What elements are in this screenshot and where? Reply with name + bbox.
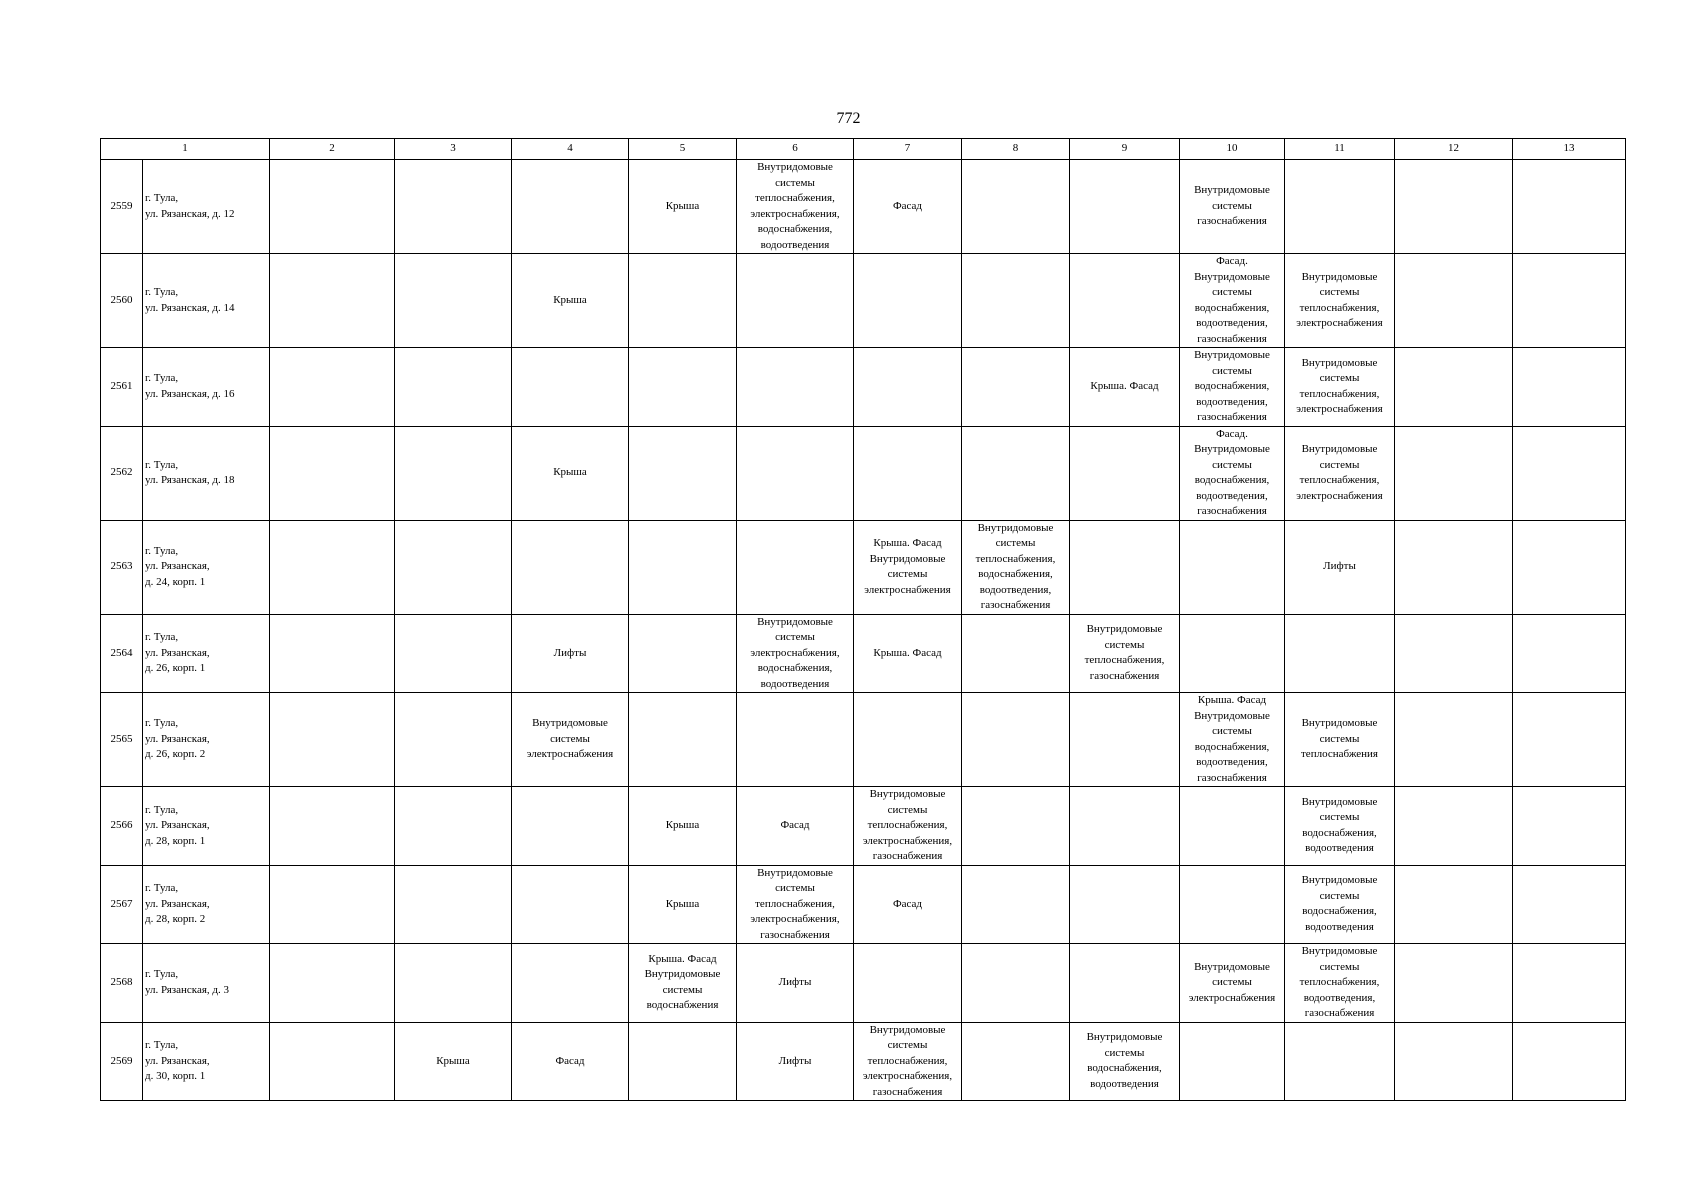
- cell-col-13: [1513, 348, 1626, 427]
- cell-col-2: [270, 520, 395, 614]
- row-number: 2567: [101, 865, 143, 944]
- cell-col-8: Внутридомовые системы теплоснабжения, водоснабжения, водоотведения, газоснабжения: [962, 520, 1070, 614]
- cell-col-11: Внутридомовые системы теплоснабжения, водоотведения, газоснабжения: [1285, 944, 1395, 1023]
- cell-col-7: Фасад: [854, 865, 962, 944]
- cell-col-12: [1395, 160, 1513, 254]
- cell-col-4: [512, 865, 629, 944]
- cell-col-6: [737, 426, 854, 520]
- column-header-11: 11: [1285, 139, 1395, 160]
- cell-col-8: [962, 348, 1070, 427]
- cell-col-6: Лифты: [737, 1022, 854, 1101]
- column-header-3: 3: [395, 139, 512, 160]
- address-cell: г. Тула, ул. Рязанская, д. 16: [143, 348, 270, 427]
- cell-col-4: [512, 160, 629, 254]
- cell-col-11: [1285, 160, 1395, 254]
- cell-col-4: Лифты: [512, 614, 629, 693]
- column-header-1: 1: [101, 139, 270, 160]
- cell-col-6: [737, 254, 854, 348]
- cell-col-10: [1180, 787, 1285, 866]
- cell-col-12: [1395, 787, 1513, 866]
- cell-col-6: [737, 520, 854, 614]
- cell-col-13: [1513, 693, 1626, 787]
- cell-col-8: [962, 254, 1070, 348]
- cell-col-3: [395, 944, 512, 1023]
- cell-col-9: Внутридомовые системы водоснабжения, водоотведения: [1070, 1022, 1180, 1101]
- cell-col-13: [1513, 1022, 1626, 1101]
- cell-col-10: [1180, 1022, 1285, 1101]
- cell-col-13: [1513, 787, 1626, 866]
- cell-col-3: [395, 426, 512, 520]
- cell-col-8: [962, 160, 1070, 254]
- page-number: 772: [836, 110, 861, 127]
- column-header-10: 10: [1180, 139, 1285, 160]
- header-row: [101, 139, 1626, 160]
- cell-col-5: [629, 1022, 737, 1101]
- cell-col-8: [962, 426, 1070, 520]
- cell-col-2: [270, 254, 395, 348]
- cell-col-6: Внутридомовые системы теплоснабжения, электроснабжения, водоснабжения, водоотведения: [737, 160, 854, 254]
- cell-col-11: [1285, 1022, 1395, 1101]
- row-number: 2569: [101, 1022, 143, 1101]
- column-header-8: 8: [962, 139, 1070, 160]
- cell-col-8: [962, 614, 1070, 693]
- cell-col-7: Фасад: [854, 160, 962, 254]
- cell-col-6: Внутридомовые системы теплоснабжения, электроснабжения, газоснабжения: [737, 865, 854, 944]
- row-number: 2565: [101, 693, 143, 787]
- cell-col-3: [395, 865, 512, 944]
- column-header-9: 9: [1070, 139, 1180, 160]
- cell-col-6: [737, 348, 854, 427]
- address-cell: г. Тула, ул. Рязанская, д. 24, корп. 1: [143, 520, 270, 614]
- cell-col-2: [270, 944, 395, 1023]
- table-row: [101, 1022, 1626, 1101]
- cell-col-11: Лифты: [1285, 520, 1395, 614]
- cell-col-10: Фасад. Внутридомовые системы водоснабжения, водоотведения, газоснабжения: [1180, 426, 1285, 520]
- cell-col-9: [1070, 787, 1180, 866]
- cell-col-8: [962, 944, 1070, 1023]
- cell-col-10: Внутридомовые системы электроснабжения: [1180, 944, 1285, 1023]
- cell-col-11: Внутридомовые системы теплоснабжения: [1285, 693, 1395, 787]
- cell-col-6: [737, 693, 854, 787]
- cell-col-3: Крыша: [395, 1022, 512, 1101]
- address-cell: г. Тула, ул. Рязанская, д. 28, корп. 2: [143, 865, 270, 944]
- column-header-5: 5: [629, 139, 737, 160]
- cell-col-10: [1180, 865, 1285, 944]
- cell-col-4: Крыша: [512, 426, 629, 520]
- cell-col-5: [629, 348, 737, 427]
- cell-col-13: [1513, 160, 1626, 254]
- cell-col-12: [1395, 944, 1513, 1023]
- cell-col-5: [629, 614, 737, 693]
- cell-col-6: Фасад: [737, 787, 854, 866]
- cell-col-8: [962, 865, 1070, 944]
- cell-col-7: Крыша. Фасад Внутридомовые системы электроснабжения: [854, 520, 962, 614]
- column-header-7: 7: [854, 139, 962, 160]
- cell-col-3: [395, 160, 512, 254]
- cell-col-9: Крыша. Фасад: [1070, 348, 1180, 427]
- cell-col-8: [962, 693, 1070, 787]
- cell-col-4: Крыша: [512, 254, 629, 348]
- address-cell: г. Тула, ул. Рязанская, д. 18: [143, 426, 270, 520]
- cell-col-9: [1070, 254, 1180, 348]
- row-number: 2568: [101, 944, 143, 1023]
- cell-col-9: [1070, 865, 1180, 944]
- address-cell: г. Тула, ул. Рязанская, д. 26, корп. 1: [143, 614, 270, 693]
- column-header-6: 6: [737, 139, 854, 160]
- table-row: [101, 348, 1626, 427]
- cell-col-3: [395, 254, 512, 348]
- cell-col-5: [629, 426, 737, 520]
- cell-col-13: [1513, 865, 1626, 944]
- cell-col-7: [854, 426, 962, 520]
- cell-col-5: [629, 254, 737, 348]
- cell-col-5: Крыша: [629, 787, 737, 866]
- row-number: 2564: [101, 614, 143, 693]
- address-cell: г. Тула, ул. Рязанская, д. 14: [143, 254, 270, 348]
- address-cell: г. Тула, ул. Рязанская, д. 3: [143, 944, 270, 1023]
- row-number: 2566: [101, 787, 143, 866]
- cell-col-13: [1513, 944, 1626, 1023]
- cell-col-5: Крыша: [629, 160, 737, 254]
- cell-col-9: [1070, 693, 1180, 787]
- cell-col-2: [270, 693, 395, 787]
- cell-col-2: [270, 426, 395, 520]
- cell-col-13: [1513, 614, 1626, 693]
- cell-col-10: Фасад. Внутридомовые системы водоснабжения, водоотведения, газоснабжения: [1180, 254, 1285, 348]
- cell-col-9: [1070, 426, 1180, 520]
- cell-col-13: [1513, 426, 1626, 520]
- cell-col-10: [1180, 614, 1285, 693]
- cell-col-5: Крыша. Фасад Внутридомовые системы водоснабжения: [629, 944, 737, 1023]
- cell-col-2: [270, 348, 395, 427]
- row-number: 2562: [101, 426, 143, 520]
- cell-col-7: [854, 254, 962, 348]
- table-row: [101, 520, 1626, 614]
- address-cell: г. Тула, ул. Рязанская, д. 26, корп. 2: [143, 693, 270, 787]
- address-cell: г. Тула, ул. Рязанская, д. 30, корп. 1: [143, 1022, 270, 1101]
- cell-col-8: [962, 1022, 1070, 1101]
- cell-col-6: Лифты: [737, 944, 854, 1023]
- cell-col-11: [1285, 614, 1395, 693]
- cell-col-4: Фасад: [512, 1022, 629, 1101]
- cell-col-10: Крыша. Фасад Внутридомовые системы водоснабжения, водоотведения, газоснабжения: [1180, 693, 1285, 787]
- address-cell: г. Тула, ул. Рязанская, д. 12: [143, 160, 270, 254]
- cell-col-7: [854, 693, 962, 787]
- cell-col-10: Внутридомовые системы водоснабжения, водоотведения, газоснабжения: [1180, 348, 1285, 427]
- cell-col-9: [1070, 160, 1180, 254]
- row-number: 2561: [101, 348, 143, 427]
- row-number: 2563: [101, 520, 143, 614]
- table-row: [101, 693, 1626, 787]
- cell-col-7: Внутридомовые системы теплоснабжения, электроснабжения, газоснабжения: [854, 1022, 962, 1101]
- cell-col-11: Внутридомовые системы теплоснабжения, электроснабжения: [1285, 348, 1395, 427]
- cell-col-2: [270, 865, 395, 944]
- cell-col-11: Внутридомовые системы теплоснабжения, электроснабжения: [1285, 254, 1395, 348]
- cell-col-7: Внутридомовые системы теплоснабжения, электроснабжения, газоснабжения: [854, 787, 962, 866]
- cell-col-8: [962, 787, 1070, 866]
- cell-col-7: [854, 944, 962, 1023]
- row-number: 2559: [101, 160, 143, 254]
- table-row: [101, 254, 1626, 348]
- column-header-12: 12: [1395, 139, 1513, 160]
- table-row: [101, 426, 1626, 520]
- cell-col-5: [629, 520, 737, 614]
- cell-col-4: Внутридомовые системы электроснабжения: [512, 693, 629, 787]
- cell-col-2: [270, 614, 395, 693]
- cell-col-3: [395, 787, 512, 866]
- cell-col-4: [512, 348, 629, 427]
- row-number: 2560: [101, 254, 143, 348]
- cell-col-2: [270, 1022, 395, 1101]
- table-row: [101, 614, 1626, 693]
- table-row: [101, 160, 1626, 254]
- cell-col-3: [395, 348, 512, 427]
- cell-col-3: [395, 520, 512, 614]
- cell-col-3: [395, 614, 512, 693]
- cell-col-12: [1395, 520, 1513, 614]
- cell-col-5: Крыша: [629, 865, 737, 944]
- cell-col-11: Внутридомовые системы водоснабжения, водоотведения: [1285, 865, 1395, 944]
- cell-col-4: [512, 944, 629, 1023]
- table-row: [101, 944, 1626, 1023]
- address-cell: г. Тула, ул. Рязанская, д. 28, корп. 1: [143, 787, 270, 866]
- cell-col-4: [512, 787, 629, 866]
- cell-col-12: [1395, 693, 1513, 787]
- column-header-2: 2: [270, 139, 395, 160]
- cell-col-9: [1070, 520, 1180, 614]
- column-header-4: 4: [512, 139, 629, 160]
- cell-col-9: [1070, 944, 1180, 1023]
- cell-col-2: [270, 787, 395, 866]
- cell-col-10: Внутридомовые системы газоснабжения: [1180, 160, 1285, 254]
- cell-col-3: [395, 693, 512, 787]
- cell-col-10: [1180, 520, 1285, 614]
- cell-col-6: Внутридомовые системы электроснабжения, водоснабжения, водоотведения: [737, 614, 854, 693]
- column-header-13: 13: [1513, 139, 1626, 160]
- cell-col-12: [1395, 348, 1513, 427]
- cell-col-5: [629, 693, 737, 787]
- cell-col-7: Крыша. Фасад: [854, 614, 962, 693]
- table-row: [101, 865, 1626, 944]
- cell-col-13: [1513, 254, 1626, 348]
- cell-col-12: [1395, 426, 1513, 520]
- cell-col-12: [1395, 614, 1513, 693]
- cell-col-12: [1395, 254, 1513, 348]
- cell-col-2: [270, 160, 395, 254]
- cell-col-11: Внутридомовые системы водоснабжения, водоотведения: [1285, 787, 1395, 866]
- cell-col-12: [1395, 1022, 1513, 1101]
- cell-col-9: Внутридомовые системы теплоснабжения, газоснабжения: [1070, 614, 1180, 693]
- cell-col-7: [854, 348, 962, 427]
- cell-col-12: [1395, 865, 1513, 944]
- cell-col-13: [1513, 520, 1626, 614]
- table-row: [101, 787, 1626, 866]
- cell-col-4: [512, 520, 629, 614]
- cell-col-11: Внутридомовые системы теплоснабжения, электроснабжения: [1285, 426, 1395, 520]
- data-table: [100, 138, 1626, 1101]
